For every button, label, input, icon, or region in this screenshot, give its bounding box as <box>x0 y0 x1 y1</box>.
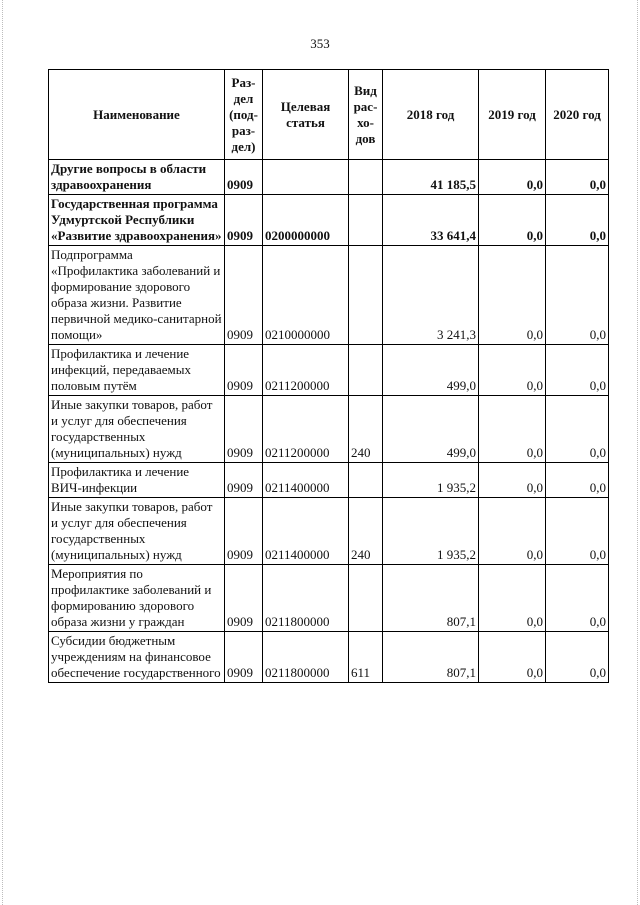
cell-target: 0211800000 <box>263 565 349 632</box>
cell-2019: 0,0 <box>479 345 546 396</box>
cell-target: 0211200000 <box>263 345 349 396</box>
header-2018: 2018 год <box>383 70 479 160</box>
cell-2020: 0,0 <box>546 195 609 246</box>
cell-2020: 0,0 <box>546 345 609 396</box>
header-2020: 2020 год <box>546 70 609 160</box>
budget-table <box>48 69 609 683</box>
cell-section: 0909 <box>225 632 263 683</box>
cell-2020: 0,0 <box>546 160 609 195</box>
cell-2019: 0,0 <box>479 463 546 498</box>
cell-expense-type <box>349 565 383 632</box>
table-row <box>49 195 609 246</box>
cell-2020: 0,0 <box>546 396 609 463</box>
header-2019: 2019 год <box>479 70 546 160</box>
cell-section: 0909 <box>225 246 263 345</box>
header-expense-type: Вид рас- хо- дов <box>349 70 383 160</box>
table-row <box>49 632 609 683</box>
header-target: Целевая статья <box>263 70 349 160</box>
cell-name: Иные закупки товаров, работ и услуг для обеспечения государственных (муниципальных) нужд <box>49 498 225 565</box>
cell-section: 0909 <box>225 565 263 632</box>
cell-section: 0909 <box>225 160 263 195</box>
cell-name: Государственная программа Удмуртской Республики «Развитие здравоохранения» <box>49 195 225 246</box>
cell-name: Мероприятия по профилактике заболеваний и формированию здорового образа жизни у граждан <box>49 565 225 632</box>
cell-2020: 0,0 <box>546 565 609 632</box>
cell-expense-type: 611 <box>349 632 383 683</box>
cell-target: 0211200000 <box>263 396 349 463</box>
cell-2020: 0,0 <box>546 463 609 498</box>
table-row <box>49 160 609 195</box>
header-section: Раз- дел (под- раз- дел) <box>225 70 263 160</box>
scan-edge-left <box>2 0 3 905</box>
cell-expense-type <box>349 246 383 345</box>
cell-name: Иные закупки товаров, работ и услуг для обеспечения государственных (муниципальных) нужд <box>49 396 225 463</box>
cell-target: 0211400000 <box>263 463 349 498</box>
cell-name: Профилактика и лечение инфекций, передаваемых половым путём <box>49 345 225 396</box>
table-header <box>49 70 609 160</box>
cell-target <box>263 160 349 195</box>
cell-2018: 33 641,4 <box>383 195 479 246</box>
cell-2018: 41 185,5 <box>383 160 479 195</box>
cell-expense-type <box>349 195 383 246</box>
cell-2019: 0,0 <box>479 632 546 683</box>
cell-2018: 499,0 <box>383 396 479 463</box>
cell-target: 0211400000 <box>263 498 349 565</box>
cell-2019: 0,0 <box>479 396 546 463</box>
cell-expense-type: 240 <box>349 498 383 565</box>
cell-2020: 0,0 <box>546 632 609 683</box>
cell-name: Подпрограмма «Профилактика заболеваний и формирование здорового образа жизни. Развитие первичной медико-санитарной помощи» <box>49 246 225 345</box>
cell-name: Субсидии бюджетным учреждениям на финансовое обеспечение государственного <box>49 632 225 683</box>
table-row <box>49 565 609 632</box>
cell-2019: 0,0 <box>479 498 546 565</box>
cell-section: 0909 <box>225 396 263 463</box>
cell-2018: 807,1 <box>383 632 479 683</box>
cell-expense-type <box>349 160 383 195</box>
cell-name: Другие вопросы в области здравоохранения <box>49 160 225 195</box>
header-name: Наименование <box>49 70 225 160</box>
cell-2018: 807,1 <box>383 565 479 632</box>
cell-2019: 0,0 <box>479 565 546 632</box>
cell-target: 0210000000 <box>263 246 349 345</box>
cell-2019: 0,0 <box>479 246 546 345</box>
table-row <box>49 463 609 498</box>
cell-2018: 1 935,2 <box>383 498 479 565</box>
table-row <box>49 498 609 565</box>
cell-section: 0909 <box>225 463 263 498</box>
table-body <box>49 160 609 683</box>
cell-expense-type <box>349 345 383 396</box>
cell-2018: 1 935,2 <box>383 463 479 498</box>
table-row <box>49 345 609 396</box>
cell-section: 0909 <box>225 498 263 565</box>
cell-2018: 499,0 <box>383 345 479 396</box>
cell-section: 0909 <box>225 345 263 396</box>
cell-section: 0909 <box>225 195 263 246</box>
cell-target: 0211800000 <box>263 632 349 683</box>
table-row <box>49 246 609 345</box>
cell-name: Профилактика и лечение ВИЧ-инфекции <box>49 463 225 498</box>
cell-2019: 0,0 <box>479 160 546 195</box>
cell-2018: 3 241,3 <box>383 246 479 345</box>
page-number: 353 <box>310 36 330 51</box>
cell-target: 0200000000 <box>263 195 349 246</box>
cell-2020: 0,0 <box>546 246 609 345</box>
cell-2020: 0,0 <box>546 498 609 565</box>
scan-edge-right <box>637 0 638 905</box>
table-row <box>49 396 609 463</box>
cell-expense-type: 240 <box>349 396 383 463</box>
cell-2019: 0,0 <box>479 195 546 246</box>
cell-expense-type <box>349 463 383 498</box>
